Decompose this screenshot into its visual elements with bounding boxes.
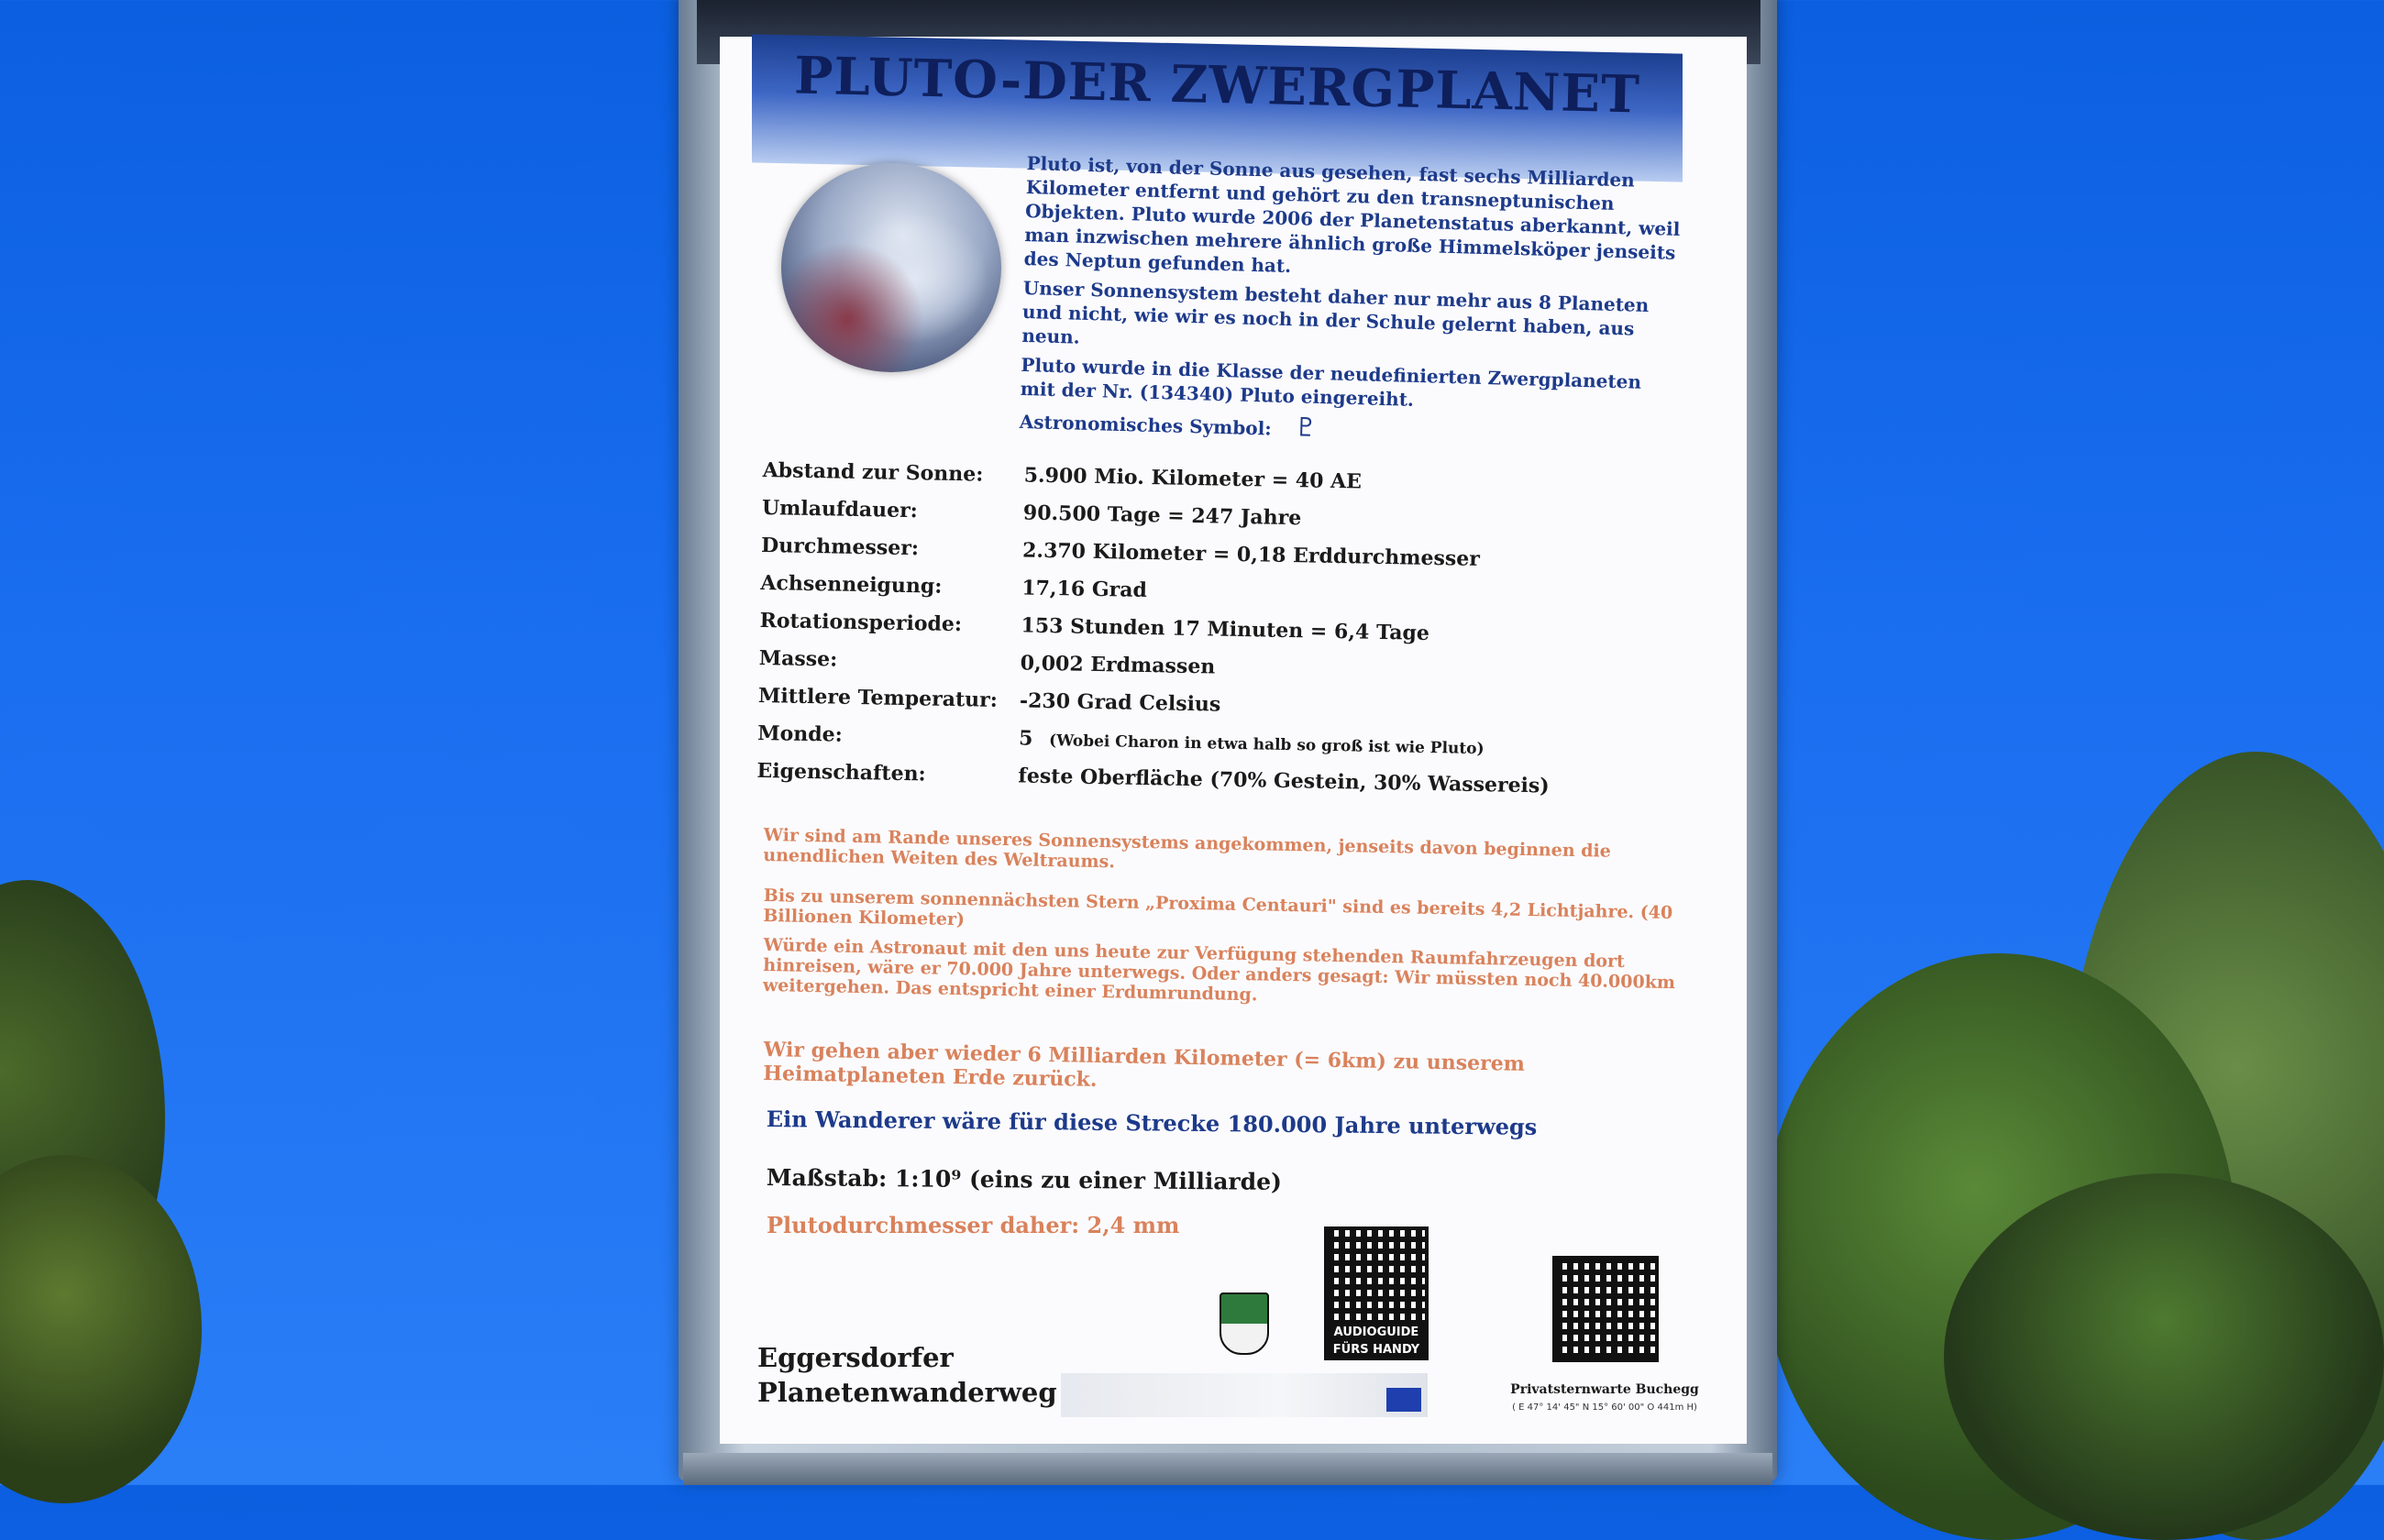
fact-label: Mittlere Temperatur: (757, 683, 999, 712)
scale-text: Maßstab: 1:10⁹ (eins zu einer Milliarde) (766, 1164, 1283, 1195)
qr-code-icon[interactable] (1552, 1256, 1659, 1362)
fact-note: (Wobei Charon in etwa halb so groß ist wie Pluto) (1048, 732, 1484, 759)
pluto-symbol-icon: ♇ (1294, 412, 1319, 443)
fact-label: Achsenneigung: (760, 570, 943, 599)
sponsor-logos (1061, 1373, 1428, 1417)
eu-flag-icon (1386, 1388, 1421, 1412)
audioguide-label (1324, 1324, 1429, 1360)
fact-label: Monde: (756, 720, 844, 747)
fact-value: 5.900 Mio. Kilometer = 40 AE (1023, 463, 1363, 494)
fact-value: -230 Grad Celsius (1019, 688, 1221, 717)
orange-paragraph: Wir gehen aber wieder 6 Milliarden Kilometer (= 6km) zu unserem Heimatplaneten Erde zurück. (763, 1038, 1526, 1092)
tree-right-lower (1944, 1173, 2384, 1540)
footer-line: Eggersdorfer (757, 1342, 954, 1373)
footer-line: Planetenwanderweg (757, 1377, 1057, 1408)
fact-label: Abstand zur Sonne: (762, 458, 984, 487)
fact-value: 2.370 Kilometer = 0,18 Erddurchmesser (1021, 538, 1481, 572)
fact-value-text: 5 (1018, 726, 1033, 751)
wanderer-text: Ein Wanderer wäre für diese Strecke 180.000 Jahre unterwegs (766, 1106, 1538, 1140)
symbol-label: Astronomisches Symbol: (1019, 410, 1272, 440)
sign-frame-bottom (683, 1453, 1772, 1485)
municipal-crest-icon (1220, 1292, 1269, 1355)
qr-code-icon[interactable] (1324, 1226, 1429, 1329)
fact-label: Eigenschaften: (756, 758, 926, 786)
footer-name (757, 1340, 1057, 1410)
orange-paragraph: Wir sind am Rande unseres Sonnensystems angekommen, jenseits davon beginnen die unendlichen Weiten des Weltraums. (763, 825, 1612, 873)
fact-label: Umlaufdauer: (761, 495, 919, 523)
fact-value: 90.500 Tage = 247 Jahre (1022, 500, 1302, 531)
fact-label: Masse: (758, 645, 838, 672)
audioguide-line: FÜRS HANDY (1332, 1343, 1420, 1357)
intro-text (1019, 151, 1686, 452)
observatory-name: Privatsternwarte Buchegg (1510, 1382, 1699, 1397)
orange-paragraph: Bis zu unserem sonnennächsten Stern „Proxima Centauri" sind es bereits 4,2 Lichtjahre. (40 Billionen Kilometer) (763, 886, 1673, 930)
diameter-text: Plutodurchmesser daher: 2,4 mm (767, 1212, 1180, 1238)
fact-value: feste Oberfläche (70% Gestein, 30% Wassereis) (1018, 764, 1550, 798)
orange-paragraph: Würde ein Astronaut mit den uns heute zur Verfügung stehenden Raumfahrzeugen dort hinreisen, wäre er 70.000 Jahre unterwegs. Oder anders gesagt: Wir müssten noch 40.000km weitergehen. Das entspricht einer Erdumrundung. (762, 935, 1676, 1006)
intro-paragraph: Unser Sonnensystem besteht daher nur mehr aus 8 Planeten und nicht, wie wir es noch in der Schule gelernt haben, aus neun. (1021, 276, 1650, 348)
intro-paragraph: Pluto ist, von der Sonne aus gesehen, fast sechs Milliarden Kilometer entfernt und gehört zu den transneptunischen Objekten. Pluto wurde 2006 der Planetenstatus aberkannt, weil man inzwischen mehrere ähnlich große Himmelsköper jenseits des Neptun gefunden hat. (1023, 151, 1681, 278)
tree-left-lower (0, 1155, 202, 1503)
audioguide-line: AUDIOGUIDE (1333, 1326, 1419, 1339)
facts-table (756, 458, 1680, 814)
fact-value: 0,002 Erdmassen (1020, 651, 1216, 679)
pluto-image (781, 163, 1001, 372)
fact-value: 17,16 Grad (1021, 576, 1148, 603)
intro-paragraph: Pluto wurde in die Klasse der neudefinierten Zwergplaneten mit der Nr. (134340) Pluto eingereiht. (1020, 353, 1642, 411)
fact-label: Durchmesser: (760, 533, 920, 561)
fact-label: Rotationsperiode: (759, 608, 963, 637)
sign-title: PLUTO-DER ZWERGPLANET (793, 45, 1641, 126)
fact-value: 153 Stunden 17 Minuten = 6,4 Tage (1021, 613, 1430, 645)
observatory-coords: ( E 47° 14' 45" N 15° 60' 00" O 441m H) (1512, 1402, 1697, 1413)
